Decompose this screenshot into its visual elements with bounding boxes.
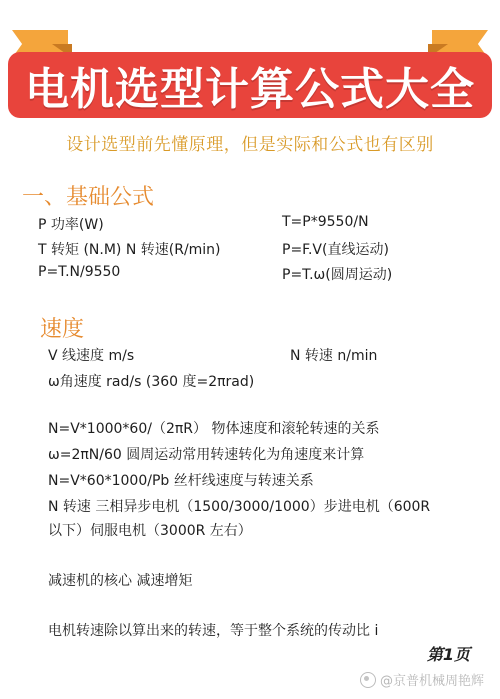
section-heading-basic: 一、基础公式 xyxy=(22,185,155,210)
speed-linear-velocity: V 线速度 m/s xyxy=(48,348,135,364)
watermark xyxy=(360,670,484,689)
formula-angular-speed: ω=2πN/60 圆周运动常用转速转化为角速度来计算 xyxy=(48,447,365,463)
title-banner xyxy=(0,0,500,130)
transmission-ratio-note: 电机转速除以算出来的转速，等于整个系统的传动比 i xyxy=(48,623,379,639)
basic-row-1-left: P 功率(W) xyxy=(38,217,104,233)
motor-speeds-line-2: 以下）伺服电机（3000R 左右） xyxy=(48,523,252,539)
basic-row-3-left: P=T.N/9550 xyxy=(38,264,121,280)
section-heading-speed: 速度 xyxy=(40,317,85,342)
page-title: 电机选型计算公式大全 xyxy=(25,64,475,115)
basic-row-1-right: T=P*9550/N xyxy=(282,214,369,230)
basic-row-3-right: P=T.ω(圆周运动) xyxy=(282,267,393,283)
watermark-text: @京普机械周艳辉 xyxy=(379,674,484,689)
page-number: 第1页 xyxy=(426,645,470,664)
formula-screw-speed: N=V*60*1000/Pb 丝杆线速度与转速关系 xyxy=(48,473,314,489)
basic-row-2-right: P=F.V(直线运动) xyxy=(282,242,389,258)
page-subtitle: 设计选型前先懂原理，但是实际和公式也有区别 xyxy=(66,135,434,155)
title-bar xyxy=(8,52,492,118)
formula-roller-speed: N=V*1000*60/（2πR） 物体速度和滚轮转速的关系 xyxy=(48,421,380,437)
basic-row-2-left: T 转矩 (N.M) N 转速(R/min) xyxy=(38,242,221,258)
watermark-logo-icon xyxy=(360,672,376,688)
reducer-core: 减速机的核心 减速增矩 xyxy=(48,573,193,589)
motor-speeds-line-1: N 转速 三相异步电机（1500/3000/1000）步进电机（600R xyxy=(48,499,431,515)
speed-angular-velocity: ω角速度 rad/s (360 度=2πrad) xyxy=(48,374,255,390)
speed-rotation-speed: N 转速 n/min xyxy=(290,348,378,364)
